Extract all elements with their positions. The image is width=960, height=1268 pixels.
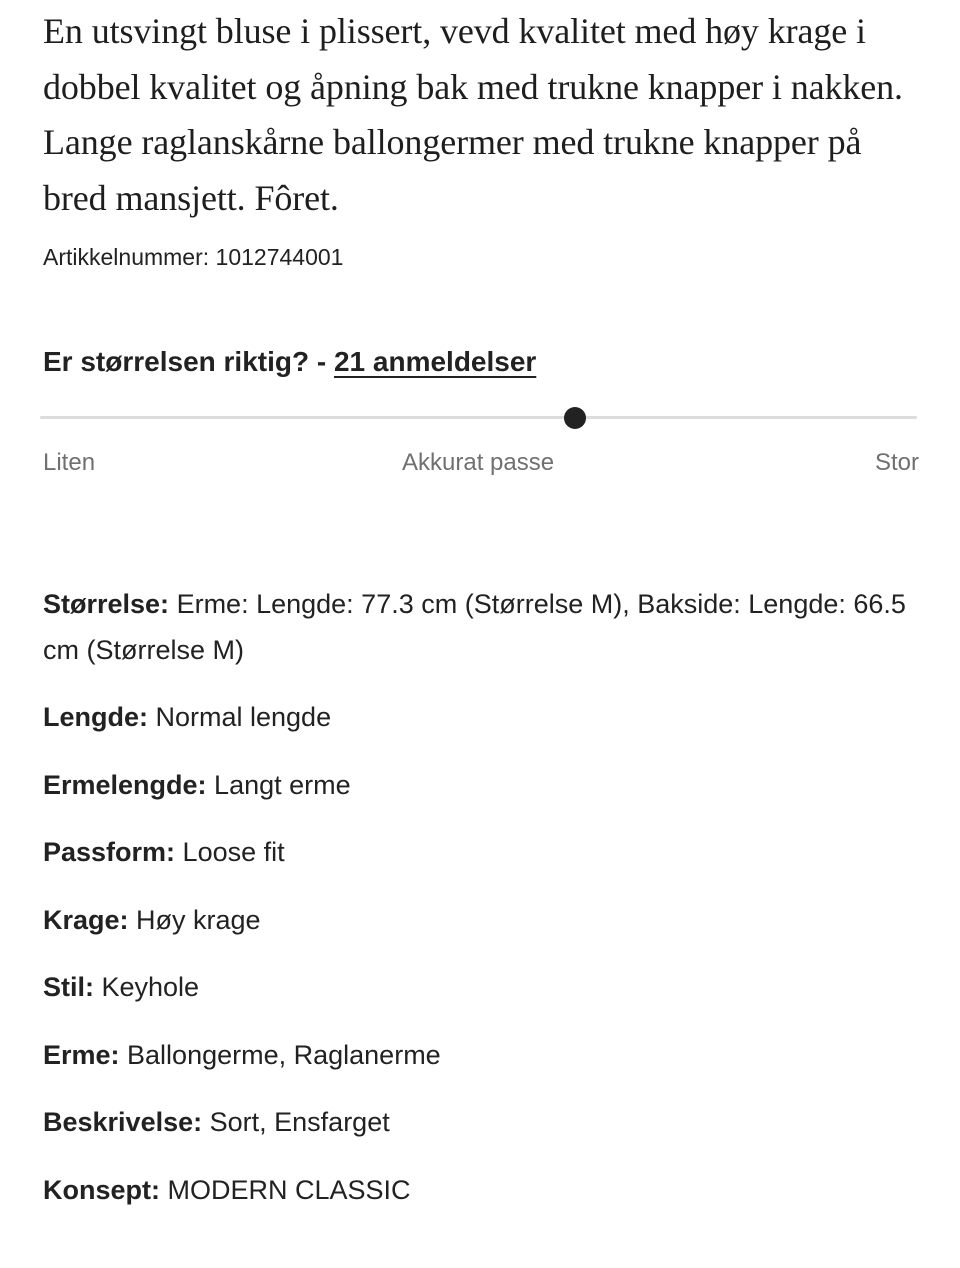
attribute-key: Lengde: bbox=[43, 702, 148, 732]
product-details bbox=[43, 0, 923, 1235]
attribute-sleeve bbox=[43, 1033, 923, 1079]
fit-label-small: Liten bbox=[43, 449, 96, 476]
product-description: En utsvingt bluse i plissert, vevd kvalitet med høy krage i dobbel kvalitet og åpning bak med trukne knapper i nakken. Lange raglanskårne ballongermer med trukne knapper på bred mansjett. Fôret. bbox=[43, 11, 903, 218]
attribute-key: Størrelse: bbox=[43, 589, 170, 619]
attribute-key: Passform: bbox=[43, 837, 176, 867]
attribute-list bbox=[43, 582, 923, 1213]
attribute-key: Stil: bbox=[43, 972, 94, 1002]
fit-question-label: Er størrelsen riktig? - bbox=[43, 346, 334, 377]
attribute-key: Krage: bbox=[43, 904, 129, 935]
attribute-key: Beskrivelse: bbox=[43, 1107, 203, 1137]
attribute-collar bbox=[43, 898, 923, 944]
attribute-key: Ermelengde: bbox=[43, 769, 207, 800]
fit-label-large: Stor bbox=[874, 449, 919, 476]
attribute-style bbox=[43, 965, 923, 1011]
attribute-key: Konsept: bbox=[43, 1174, 160, 1205]
attribute-length bbox=[43, 695, 923, 741]
attribute-value: Erme: Lengde: 77.3 cm (Størrelse M), Bakside: Lengde: 66.5 cm (Størrelse M) bbox=[43, 589, 906, 665]
attribute-value: Høy krage bbox=[128, 904, 261, 935]
fit-question bbox=[43, 345, 923, 379]
attribute-concept bbox=[43, 1168, 923, 1214]
attribute-description bbox=[43, 1100, 923, 1146]
fit-slider bbox=[40, 407, 917, 427]
reviews-link[interactable]: 21 anmeldelser bbox=[333, 346, 537, 377]
attribute-value: Sort, Ensfarget bbox=[202, 1107, 390, 1137]
attribute-value: Normal lengde bbox=[148, 702, 332, 732]
fit-scale-labels bbox=[43, 449, 923, 481]
fit-label-middle: Akkurat passe bbox=[402, 449, 555, 476]
attribute-fit bbox=[43, 830, 923, 876]
attribute-value: Ballongerme, Raglanerme bbox=[119, 1039, 441, 1070]
attribute-value: Loose fit bbox=[175, 837, 285, 867]
attribute-sleeve-length bbox=[43, 763, 923, 809]
attribute-value: Langt erme bbox=[206, 769, 351, 800]
article-number: Artikkelnummer: 1012744001 bbox=[43, 244, 344, 270]
attribute-value: Keyhole bbox=[94, 972, 200, 1002]
attribute-value: MODERN CLASSIC bbox=[160, 1174, 411, 1205]
attribute-key: Erme: bbox=[43, 1039, 120, 1070]
fit-slider-thumb bbox=[564, 407, 586, 429]
fit-slider-track bbox=[40, 416, 917, 419]
attribute-size bbox=[43, 582, 923, 673]
